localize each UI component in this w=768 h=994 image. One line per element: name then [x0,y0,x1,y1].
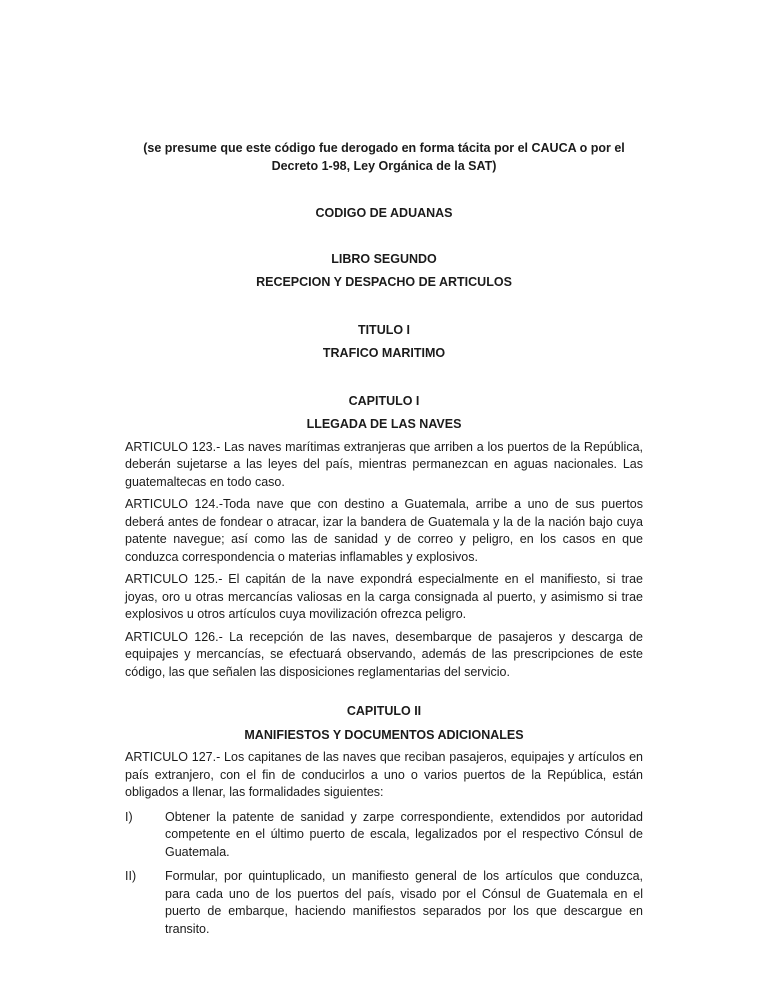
article-124: ARTICULO 124.-Toda nave que con destino a Guatemala, arribe a uno de sus puertos deberá antes de fondear o atracar, izar la bandera de Guatemala y la de la nación bajo cuya patente navegue; así como las de sanidad y de correo y peligro, en los casos en que conduzca correspondencia o materias inflamables y explosivos. [125,497,643,564]
derogation-note: (se presume que este código fue derogado en forma tácita por el CAUCA o por el Decreto 1-98, Ley Orgánica de la SAT) [143,141,625,173]
article-127-formalities-list [125,809,643,939]
list-item-1-text: Obtener la patente de sanidad y zarpe correspondiente, extendidos por autoridad competente en el último puerto de escala, legalizados por el respectivo Cónsul de Guatemala. [165,809,643,859]
book-subheading: RECEPCION Y DESPACHO DE ARTICULOS [256,275,512,289]
list-item-1 [125,809,643,862]
title-section-heading: TITULO I [357,322,411,337]
list-item-2-text: Formular, por quintuplicado, un manifiesto general de los artículos que conduzca, para cada uno de los puertos del país, visado por el Cónsul de Guatemala en el puerto de embarque, haciendo manifiestos separados por los que descargue en transito. [165,869,643,936]
chapter-1-subheading: LLEGADA DE LAS NAVES [306,417,462,431]
list-item-2 [125,868,643,938]
article-126: ARTICULO 126.- La recepción de las naves, desembarque de pasajeros y descarga de equipajes y mercancías, se efectuará observando, además de las prescripciones de este código, las que señalen las disposiciones reglamentarias del servicio. [125,629,643,679]
article-127: ARTICULO 127.- Los capitanes de las naves que reciban pasajeros, equipajes y artículos en país extranjero, con el fin de conducirlos a uno o varios puertos de la República, están obligados a llenar, las formalidades siguientes: [125,750,643,799]
list-marker-1: I) [125,809,133,824]
chapter-1-heading: CAPITULO I [348,393,420,408]
chapter-2-subheading: MANIFIESTOS Y DOCUMENTOS ADICIONALES [244,727,524,742]
article-123: ARTICULO 123.- Las naves marítimas extranjeras que arriben a los puertos de la República, deberán sujetarse a las leyes del país, mientras permanezcan en aguas nacionales. Las guatemaltecas en todo caso. [125,439,643,489]
chapter-2-heading: CAPITULO II [346,704,422,718]
book-heading: LIBRO SEGUNDO [331,251,437,266]
article-125: ARTICULO 125.- El capitán de la nave expondrá especialmente en el manifiesto, si trae joyas, oro u otras mercancías valiosas en la carga consignada al puerto, y asimismo si trae explosivos u otros artículos cuya movilización ofrezca peligro. [125,572,643,621]
list-marker-2: II) [125,869,137,883]
title-section-subheading: TRAFICO MARITIMO [322,346,446,360]
document-title: CODIGO DE ADUANAS [315,206,453,220]
